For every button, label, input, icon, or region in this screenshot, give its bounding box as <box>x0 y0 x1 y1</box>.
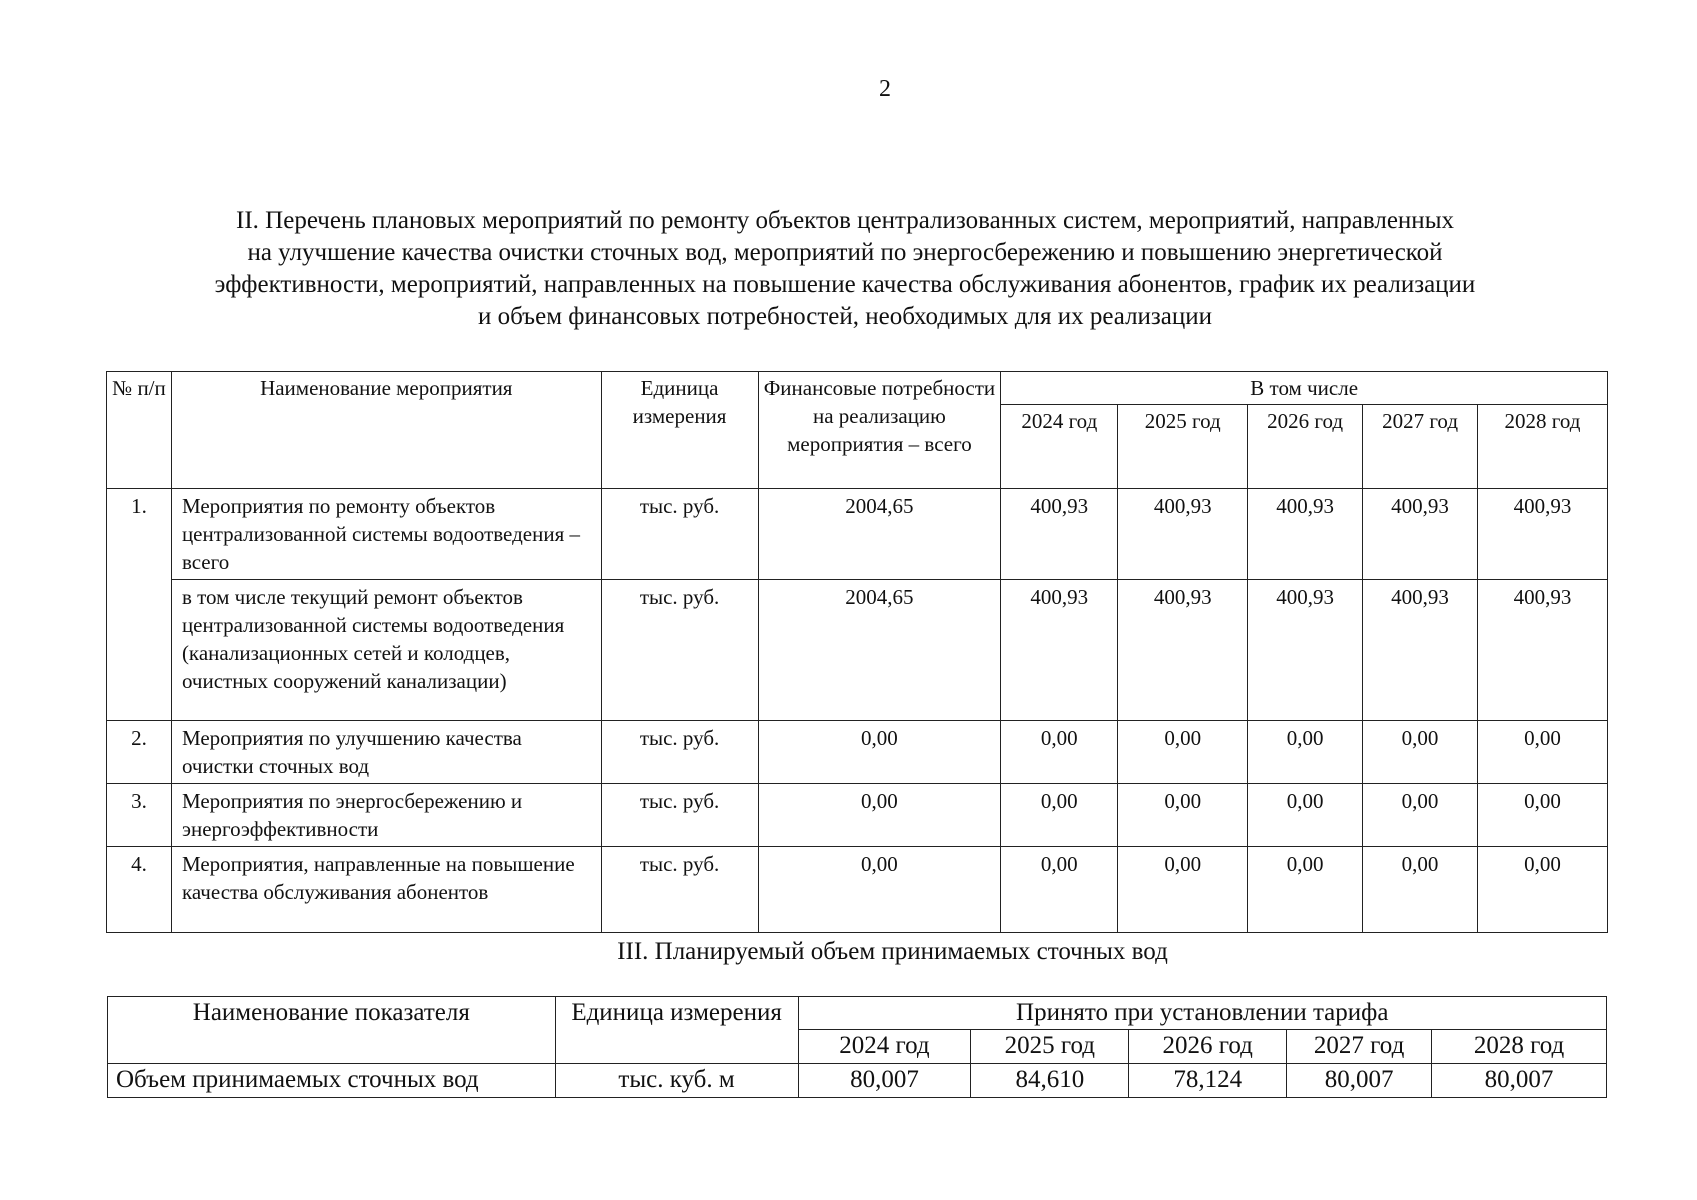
section-2-title-line: эффективности, мероприятий, направленных на повышение качества обслуживания абонентов, график их реализации <box>214 271 1476 298</box>
section-3-title: III. Планируемый объем принимаемых сточных вод <box>617 938 1168 965</box>
row-year-value: 0,00 <box>1478 784 1608 847</box>
row-year-value: 0,00 <box>1001 847 1118 933</box>
section-2-title <box>120 205 1570 333</box>
header-year: 2028 год <box>1432 1030 1607 1064</box>
row-unit: тыс. руб. <box>601 580 758 721</box>
row-unit: тыс. руб. <box>601 489 758 580</box>
indicator-year-value: 80,007 <box>798 1064 971 1098</box>
section-2-title-line: и объем финансовых потребностей, необходимых для их реализации <box>477 303 1213 330</box>
row-year-value: 400,93 <box>1248 489 1363 580</box>
indicator-unit: тыс. куб. м <box>555 1064 798 1098</box>
header-indicator-name: Наименование показателя <box>108 997 556 1064</box>
row-year-value: 0,00 <box>1001 784 1118 847</box>
table-row <box>107 784 1608 847</box>
row-name: Мероприятия по улучшению качества очистки сточных вод <box>171 721 601 784</box>
indicator-year-value: 80,007 <box>1287 1064 1432 1098</box>
wastewater-volume-table <box>107 996 1607 1098</box>
row-year-value: 400,93 <box>1001 489 1118 580</box>
row-num: 4. <box>107 847 172 933</box>
row-unit: тыс. руб. <box>601 721 758 784</box>
header-year: 2025 год <box>971 1030 1129 1064</box>
table-row <box>107 580 1608 721</box>
row-num: 3. <box>107 784 172 847</box>
row-name: в том числе текущий ремонт объектов централизованной системы водоотведения (канализационных сетей и колодцев, очистных сооружений канализации) <box>171 580 601 721</box>
row-total: 0,00 <box>758 784 1001 847</box>
row-total: 2004,65 <box>758 489 1001 580</box>
indicator-year-value: 78,124 <box>1129 1064 1287 1098</box>
row-year-value: 0,00 <box>1478 721 1608 784</box>
page-number: 2 <box>879 76 891 102</box>
row-year-value: 0,00 <box>1118 847 1248 933</box>
section-2-title-line: II. Перечень плановых мероприятий по ремонту объектов централизованных систем, мероприятий, направленных <box>236 207 1454 234</box>
row-unit: тыс. руб. <box>601 784 758 847</box>
row-year-value: 400,93 <box>1363 489 1478 580</box>
header-financial-needs: Финансовые потребности на реализацию мероприятия – всего <box>758 372 1001 489</box>
section-2-title-line: на улучшение качества очистки сточных вод, мероприятий по энергосбережению и повышению энергетической <box>247 239 1443 266</box>
header-unit: Единица измерения <box>555 997 798 1064</box>
row-name: Мероприятия по энергосбережению и энергоэффективности <box>171 784 601 847</box>
measures-table <box>106 371 1608 933</box>
header-name: Наименование мероприятия <box>171 372 601 489</box>
row-total: 0,00 <box>758 847 1001 933</box>
header-year: 2027 год <box>1363 405 1478 489</box>
row-num: 2. <box>107 721 172 784</box>
row-num: 1. <box>107 489 172 721</box>
row-year-value: 0,00 <box>1248 784 1363 847</box>
table-row <box>108 1064 1607 1098</box>
header-year: 2028 год <box>1478 405 1608 489</box>
row-name: Мероприятия по ремонту объектов централизованной системы водоотведения – всего <box>171 489 601 580</box>
row-year-value: 400,93 <box>1001 580 1118 721</box>
header-year: 2024 год <box>798 1030 971 1064</box>
row-year-value: 0,00 <box>1118 784 1248 847</box>
row-year-value: 0,00 <box>1248 847 1363 933</box>
row-name: Мероприятия, направленные на повышение качества обслуживания абонентов <box>171 847 601 933</box>
row-year-value: 400,93 <box>1478 489 1608 580</box>
indicator-name: Объем принимаемых сточных вод <box>108 1064 556 1098</box>
row-year-value: 0,00 <box>1478 847 1608 933</box>
row-year-value: 400,93 <box>1118 489 1248 580</box>
row-year-value: 0,00 <box>1363 721 1478 784</box>
header-year: 2026 год <box>1248 405 1363 489</box>
header-including: В том числе <box>1001 372 1608 405</box>
table-row <box>107 721 1608 784</box>
row-year-value: 0,00 <box>1363 847 1478 933</box>
row-year-value: 0,00 <box>1001 721 1118 784</box>
row-unit: тыс. руб. <box>601 847 758 933</box>
indicator-year-value: 80,007 <box>1432 1064 1607 1098</box>
header-year: 2025 год <box>1118 405 1248 489</box>
table-row <box>107 847 1608 933</box>
header-unit: Единица измерения <box>601 372 758 489</box>
row-year-value: 400,93 <box>1118 580 1248 721</box>
row-year-value: 400,93 <box>1363 580 1478 721</box>
row-year-value: 400,93 <box>1248 580 1363 721</box>
row-year-value: 0,00 <box>1363 784 1478 847</box>
header-year: 2027 год <box>1287 1030 1432 1064</box>
table-row <box>107 489 1608 580</box>
indicator-year-value: 84,610 <box>971 1064 1129 1098</box>
header-year: 2026 год <box>1129 1030 1287 1064</box>
header-accepted-tariff: Принято при установлении тарифа <box>798 997 1607 1030</box>
row-year-value: 0,00 <box>1248 721 1363 784</box>
row-year-value: 0,00 <box>1118 721 1248 784</box>
header-num: № п/п <box>107 372 172 489</box>
row-total: 0,00 <box>758 721 1001 784</box>
row-year-value: 400,93 <box>1478 580 1608 721</box>
header-year: 2024 год <box>1001 405 1118 489</box>
row-total: 2004,65 <box>758 580 1001 721</box>
